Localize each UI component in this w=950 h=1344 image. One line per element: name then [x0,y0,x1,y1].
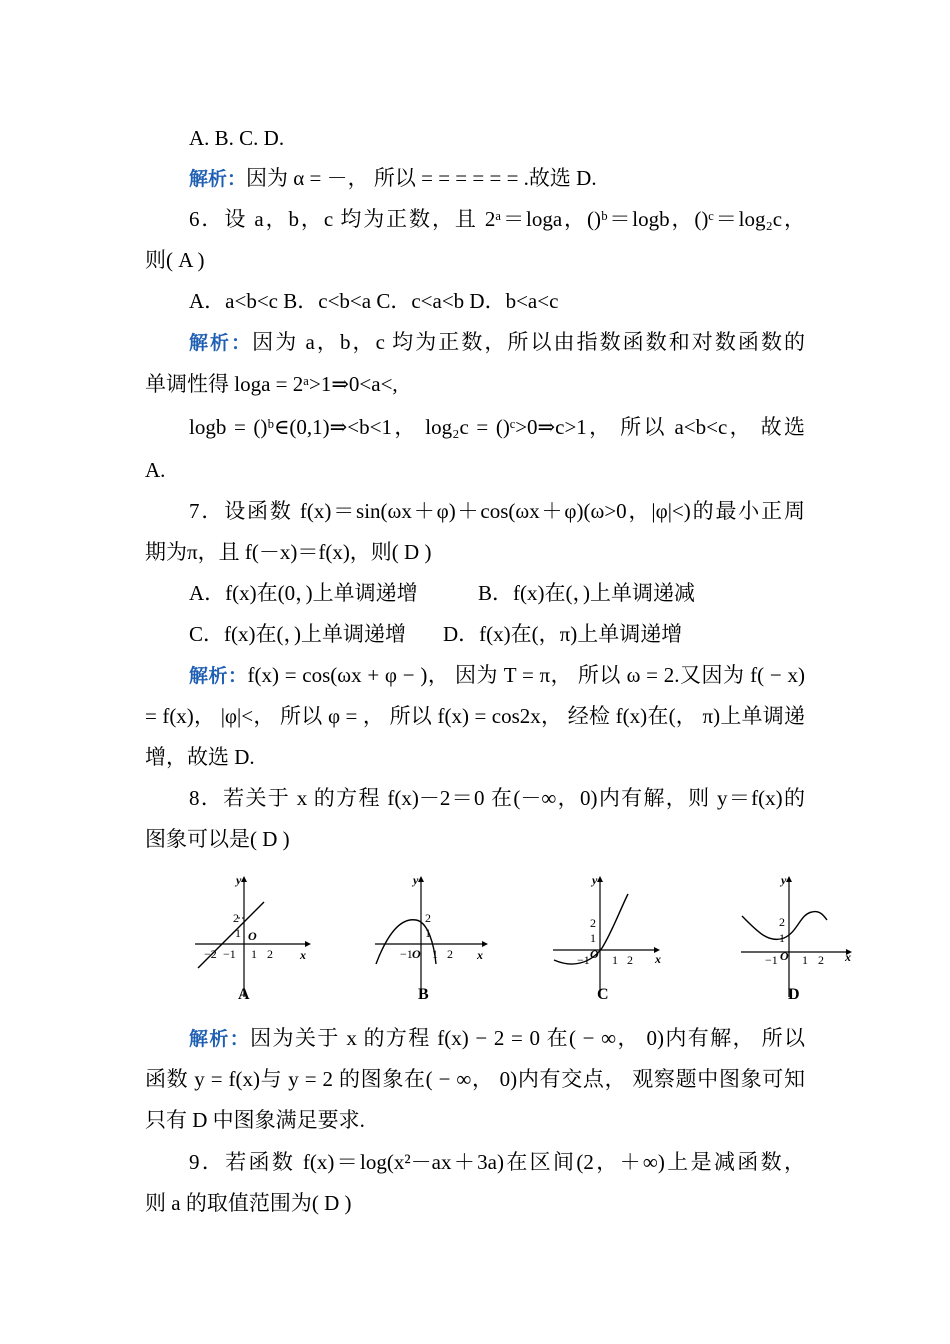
tick-label: −1 [400,947,413,961]
y-arrow [786,876,792,882]
graph-a-svg [190,872,320,1007]
q8-solution-text1: 因为关于 x 的方程 f(x) − 2 = 0 在( − ∞， 0)内有解， 所以 [250,1026,805,1050]
x-axis-label: x [845,950,851,964]
graph-c-svg [550,872,680,1007]
graph-label: A [238,986,250,1003]
graph-d [738,872,868,1012]
y-axis-label: y [592,873,598,887]
graph-label: C [597,986,609,1003]
q9-stem-line2: 则 a 的取值范围为( D ) [145,1191,352,1215]
x-axis-label: x [477,948,483,962]
tick-label: 1 [779,931,785,945]
q5-solution-text: 因为 α = －， 所以 = = = = = = .故选 D. [246,166,597,190]
x-arrow [305,941,311,947]
q9-stem-line1: 9．若函数 f(x)＝log(x²－ax＋3a)在区间(2，＋∞)上是减函数， [189,1150,805,1174]
tick-label: 2 [447,947,453,961]
x-axis-label: x [300,948,306,962]
q7-solution-text1: f(x) = cos(ωx + φ − )， 因为 T = π， 所以 ω = 2.又因为 f( − x) [247,663,805,687]
q7-solution-line3: 增，故选 D. [145,745,255,769]
solution-label: 解析： [189,1028,251,1050]
solution-label: 解析： [189,665,248,687]
origin-label: O [780,949,789,963]
q6-solution-line4: A. [145,458,166,482]
graph-label: B [418,986,429,1003]
q8-solution-line3: 只有 D 中图象满足要求. [145,1108,365,1132]
graph-d-svg [738,872,868,1007]
y-arrow [597,876,603,882]
q7-option-b: B．f(x)在(，)上单调递减 [478,581,695,605]
graph-b-svg [370,872,500,1007]
q8-solution-line2: 函数 y = f(x)与 y = 2 的图象在( − ∞， 0)内有交点， 观察题中图象可知 [145,1067,805,1091]
tick-label: 2 [818,953,824,967]
tick-label: 2 [627,953,633,967]
q8-solution-line1 [189,1024,805,1053]
q6-solution-text1: 因为 a，b，c 均为正数，所以由指数函数和对数函数的 [252,330,805,354]
tick-label: 2 [779,915,785,929]
tick-label: −2 [204,947,217,961]
q6-solution-line3: logb = ()ᵇ∈(0,1)⇒<b<1， log₂c = ()ᶜ>0⇒c>1， 所以 a<b<c， 故选 [189,415,805,439]
q8-stem-line1: 8．若关于 x 的方程 f(x)－2＝0 在(－∞，0)内有解，则 y＝f(x)的 [189,786,805,810]
tick-label: 2 [267,947,273,961]
q6-solution-line1 [189,328,805,357]
solution-label: 解析： [189,332,253,354]
tick-label: 1 [432,947,438,961]
graph-label: D [788,986,800,1003]
q8-stem-line2: 图象可以是( D ) [145,827,290,851]
q7-stem-line2: 期为π，且 f(－x)＝f(x)，则( D ) [145,540,432,564]
q6-options: A．a<b<c B．c<b<a C．c<a<b D．b<a<c [189,289,559,313]
tick-label: 1 [590,931,596,945]
origin-label: O [248,929,257,943]
q7-option-d: D．f(x)在(，π)上单调递增 [443,622,683,646]
q7-stem-line1: 7．设函数 f(x)＝sin(ωx＋φ)＋cos(ωx＋φ)(ω>0，|φ|<)的最小正周 [189,499,805,523]
y-arrow [418,876,424,882]
x-axis-label: x [655,952,661,966]
q7-option-c: C．f(x)在(，)上单调递增 [189,622,406,646]
q5-solution [189,164,597,193]
tick-label: 1 [612,953,618,967]
tick-label: 1 [251,947,257,961]
q7-solution-line1 [189,661,805,690]
y-arrow [241,876,247,882]
y-axis-label: y [781,873,787,887]
x-arrow [482,941,488,947]
graph-a [190,872,320,1012]
origin-label: O [590,947,599,961]
tick-label: 1 [235,926,241,940]
graph-c [550,872,680,1012]
graph-b [370,872,500,1012]
q6-stem-line2: 则( A ) [145,248,205,272]
origin-label: O [412,947,421,961]
tick-label: −1 [577,953,590,967]
tick-label: 1 [802,953,808,967]
q7-option-a: A．f(x)在(0，)上单调递增 [189,581,418,605]
q7-solution-line2: = f(x)， |φ|<， 所以 φ = ， 所以 f(x) = cos2x， 经检 f(x)在(， π)上单调递 [145,704,805,728]
tick-label: 1 [425,926,431,940]
y-axis-label: y [236,873,242,887]
solution-label: 解析： [189,168,247,190]
q6-stem-line1: 6．设 a，b，c 均为正数，且 2ᵃ＝loga，()ᵇ＝logb，()ᶜ＝log₂c， [189,207,805,231]
tick-label: 2 [590,916,596,930]
q6-solution-line2: 单调性得 loga = 2ᵃ>1⇒0<a<, [145,372,398,396]
tick-label: −1 [223,947,236,961]
tick-label: 2 [233,911,239,925]
q5-options: A. B. C. D. [189,126,285,150]
y-axis-label: y [413,873,419,887]
tick-label: −1 [765,953,778,967]
tick-label: 2 [425,911,431,925]
